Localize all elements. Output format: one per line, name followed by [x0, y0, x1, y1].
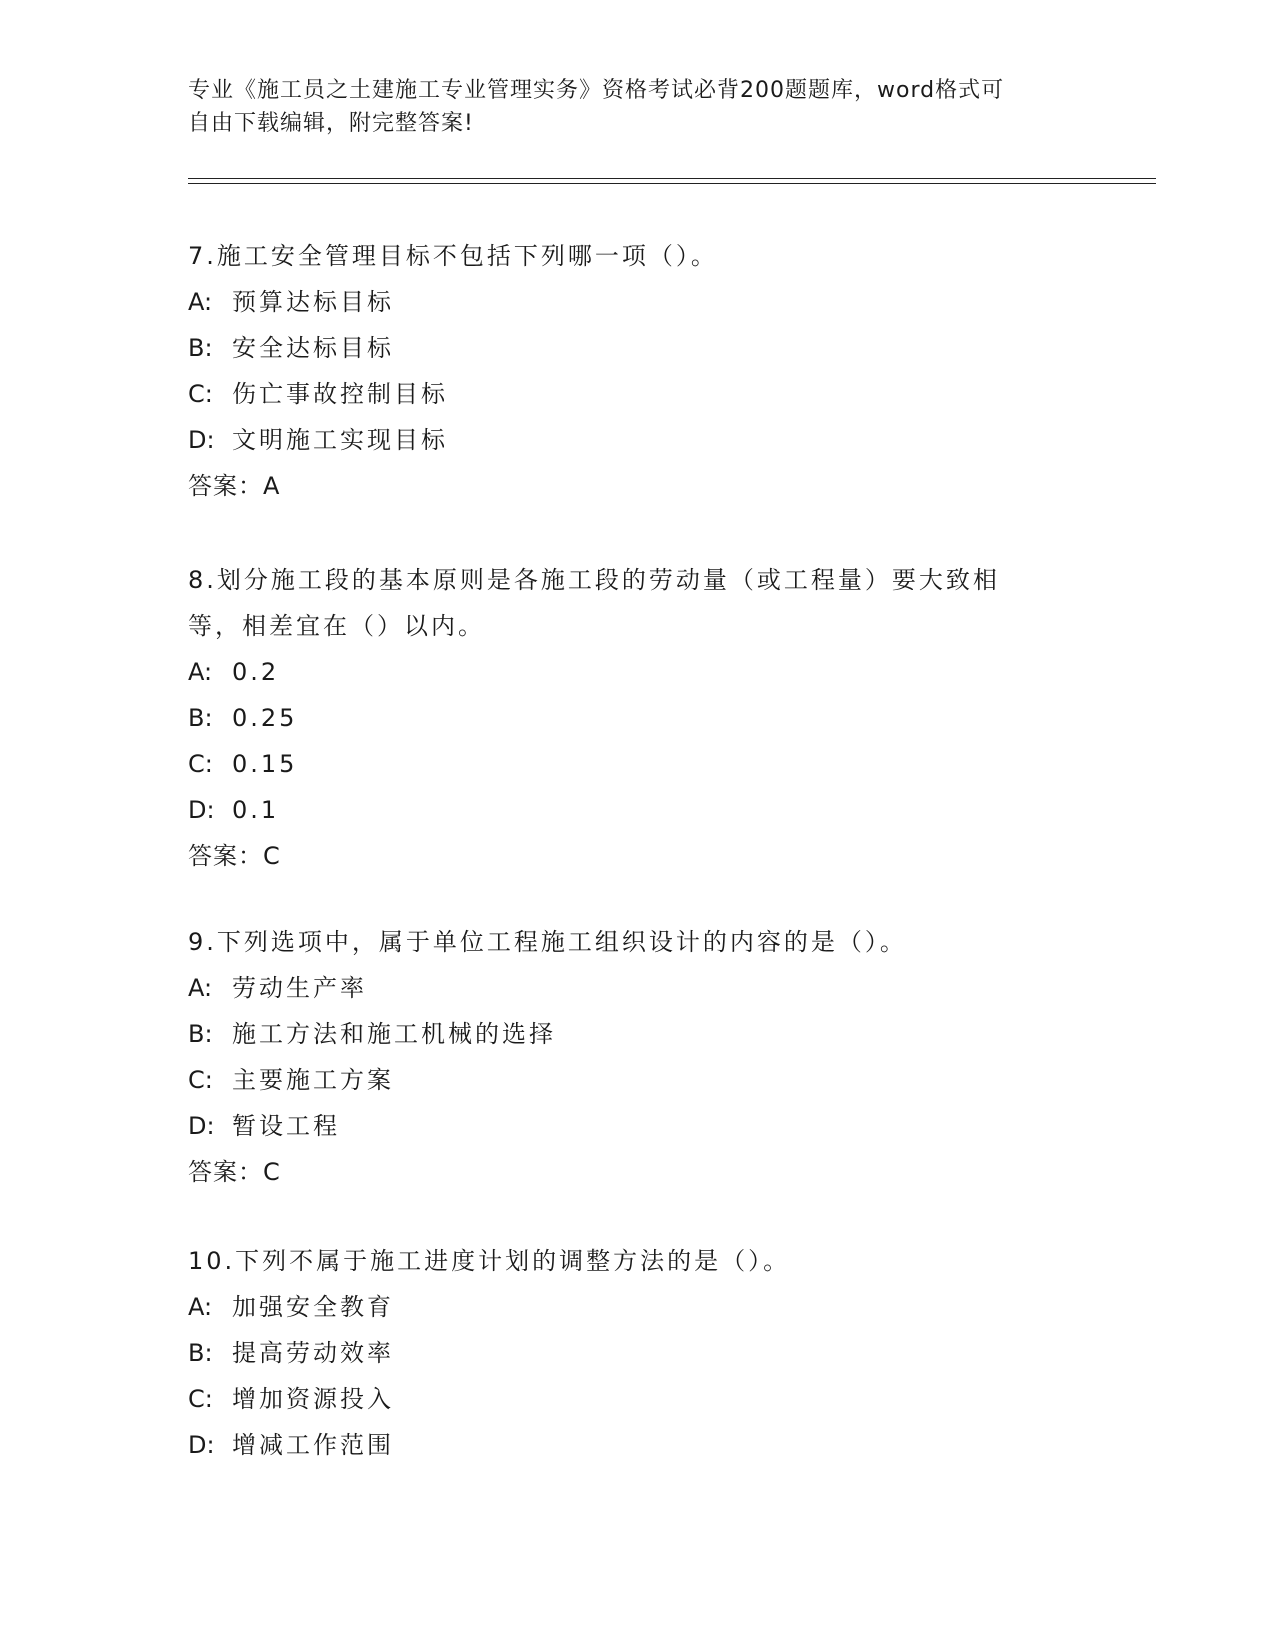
option-letter: C:	[188, 750, 213, 778]
option-text: 暂设工程	[232, 1112, 340, 1140]
question-9	[188, 919, 1068, 1195]
option-letter: A:	[188, 1293, 213, 1321]
option-c	[188, 1057, 1068, 1103]
question-stem-line-2: 等，相差宜在（）以内。	[188, 612, 485, 640]
option-b	[188, 1011, 1068, 1057]
option-letter: C:	[188, 380, 213, 408]
option-d	[188, 787, 1068, 833]
option-letter: D:	[188, 796, 215, 824]
option-text: 伤亡事故控制目标	[232, 380, 448, 408]
answer-key: 答案：A	[188, 472, 281, 500]
option-text: 0.25	[232, 704, 298, 732]
option-text: 0.2	[232, 658, 280, 686]
option-text: 0.1	[232, 796, 280, 824]
header-title-line-1: 专业《施工员之土建施工专业管理实务》资格考试必背200题题库，word格式可	[188, 78, 1005, 103]
option-a	[188, 649, 1068, 695]
option-letter: B:	[188, 1020, 213, 1048]
option-letter: D:	[188, 1112, 215, 1140]
option-text: 加强安全教育	[232, 1293, 394, 1321]
question-stem: 10.下列不属于施工进度计划的调整方法的是（）。	[188, 1247, 791, 1275]
question-stem: 9.下列选项中，属于单位工程施工组织设计的内容的是（）。	[188, 928, 907, 956]
question-10	[188, 1238, 1068, 1468]
option-text: 文明施工实现目标	[232, 426, 448, 454]
option-b	[188, 325, 1068, 371]
option-letter: A:	[188, 658, 213, 686]
answer-key: 答案：C	[188, 1158, 281, 1186]
option-letter: B:	[188, 334, 213, 362]
option-letter: B:	[188, 704, 213, 732]
option-d	[188, 1422, 1068, 1468]
question-stem-line-1: 8.划分施工段的基本原则是各施工段的劳动量（或工程量）要大致相	[188, 566, 1000, 594]
option-d	[188, 417, 1068, 463]
option-letter: C:	[188, 1385, 213, 1413]
option-text: 安全达标目标	[232, 334, 394, 362]
option-text: 提高劳动效率	[232, 1339, 394, 1367]
option-letter: D:	[188, 426, 215, 454]
option-c	[188, 741, 1068, 787]
option-text: 增加资源投入	[232, 1385, 394, 1413]
option-text: 施工方法和施工机械的选择	[232, 1020, 556, 1048]
option-letter: A:	[188, 288, 213, 316]
question-8	[188, 557, 1068, 879]
option-letter: A:	[188, 974, 213, 1002]
option-a	[188, 965, 1068, 1011]
option-a	[188, 279, 1068, 325]
header-divider-top	[188, 178, 1156, 179]
option-b	[188, 695, 1068, 741]
option-text: 劳动生产率	[232, 974, 367, 1002]
header-divider-bottom	[188, 183, 1156, 184]
option-d	[188, 1103, 1068, 1149]
document-header	[188, 74, 1068, 140]
question-stem: 7.施工安全管理目标不包括下列哪一项（）。	[188, 242, 718, 270]
option-text: 0.15	[232, 750, 298, 778]
header-title-line-2: 自由下载编辑，附完整答案!	[188, 111, 474, 136]
option-b	[188, 1330, 1068, 1376]
option-letter: D:	[188, 1431, 215, 1459]
option-text: 增减工作范围	[232, 1431, 394, 1459]
option-letter: C:	[188, 1066, 213, 1094]
option-letter: B:	[188, 1339, 213, 1367]
option-c	[188, 371, 1068, 417]
answer-key: 答案：C	[188, 842, 281, 870]
question-7	[188, 233, 1068, 509]
option-c	[188, 1376, 1068, 1422]
option-text: 预算达标目标	[232, 288, 394, 316]
option-a	[188, 1284, 1068, 1330]
option-text: 主要施工方案	[232, 1066, 394, 1094]
